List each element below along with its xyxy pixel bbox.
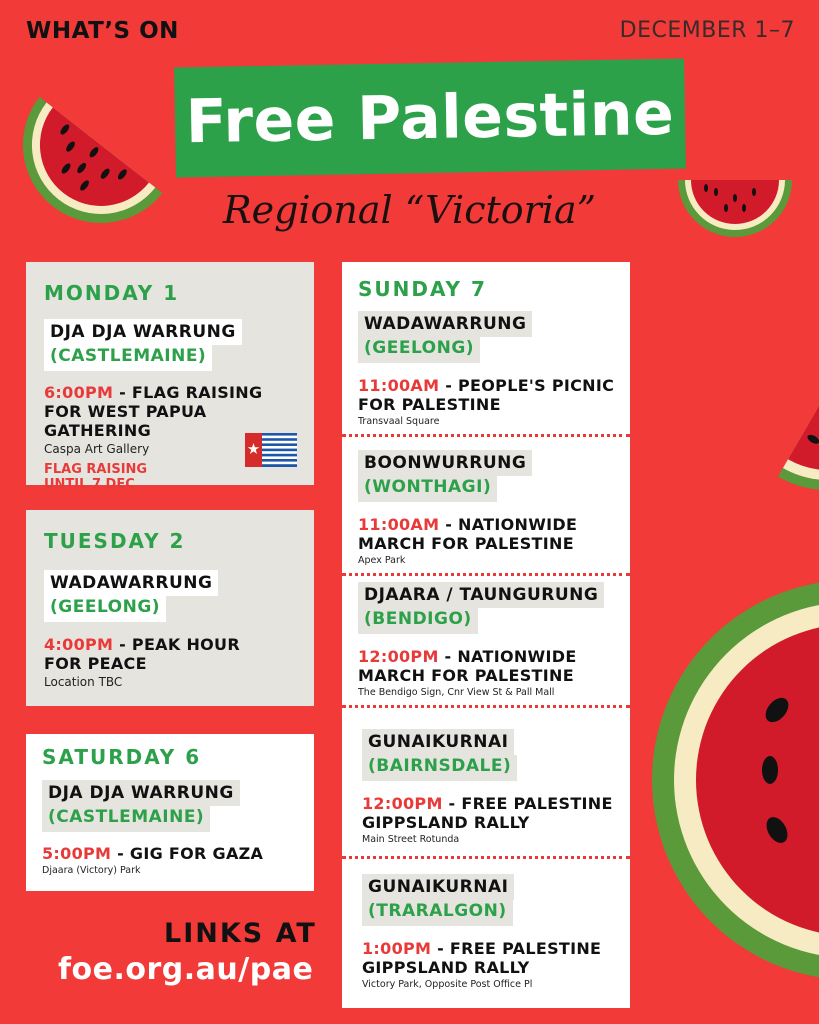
flag-note-line1: FLAG RAISING — [44, 462, 148, 477]
place-name: (GEELONG) — [44, 596, 166, 622]
list-item — [362, 729, 624, 845]
nation-name: WADAWARRUNG — [44, 570, 218, 596]
divider — [342, 573, 630, 576]
event-time: 1:00PM — [362, 939, 432, 958]
event-title — [44, 635, 244, 673]
event-name: - NATIONWIDE MARCH FOR PALESTINE — [358, 515, 578, 553]
event-name: - GIG FOR GAZA — [111, 844, 264, 863]
nation-name: WADAWARRUNG — [358, 311, 532, 337]
place-name: (GEELONG) — [358, 337, 480, 363]
event-time: 12:00PM — [358, 647, 439, 666]
event-title — [358, 515, 620, 553]
event-title — [358, 647, 620, 685]
list-item — [358, 450, 620, 566]
event-title — [362, 794, 624, 832]
day-heading: TUESDAY 2 — [44, 529, 186, 553]
whats-on-label: WHAT’S ON — [26, 18, 179, 44]
saturday-card — [26, 734, 314, 891]
divider — [342, 434, 630, 437]
event-venue: Main Street Rotunda — [362, 834, 460, 845]
place-name: (TRARALGON) — [362, 900, 513, 926]
watermelon-slice-icon — [668, 290, 819, 490]
list-item — [362, 874, 624, 990]
nation-name: GUNAIKURNAI — [362, 874, 514, 900]
event-venue: Location TBC — [44, 675, 123, 689]
subtitle: Regional “Victoria” — [222, 188, 597, 232]
divider — [342, 705, 630, 708]
event-venue: Caspa Art Gallery — [44, 442, 150, 456]
list-item — [358, 311, 620, 427]
event-time: 11:00AM — [358, 376, 440, 395]
sunday-card — [342, 262, 630, 1008]
morning-star-flag-icon — [245, 433, 297, 467]
place-name: (CASTLEMAINE) — [44, 345, 212, 371]
event-time: 4:00PM — [44, 635, 114, 654]
place-name: (BENDIGO) — [358, 608, 478, 634]
event-time: 5:00PM — [42, 844, 112, 863]
event-title — [44, 383, 300, 440]
event-venue: Djaara (Victory) Park — [42, 865, 141, 876]
date-range: DECEMBER 1–7 — [619, 18, 795, 43]
day-heading: SUNDAY 7 — [358, 277, 487, 301]
nation-name: DJA DJA WARRUNG — [44, 319, 242, 345]
event-time: 11:00AM — [358, 515, 440, 534]
place-name: (CASTLEMAINE) — [42, 806, 210, 832]
event-name: - PEOPLE'S PICNIC FOR PALESTINE — [358, 376, 615, 414]
links-at-label: LINKS AT — [164, 918, 317, 949]
event-venue: Victory Park, Opposite Post Office Pl — [362, 979, 533, 990]
event-venue: The Bendigo Sign, Cnr View St & Pall Mall — [358, 687, 555, 698]
watermelon-slice-icon — [652, 580, 819, 980]
event-title — [358, 376, 620, 414]
place-name: (WONTHAGI) — [358, 476, 497, 502]
nation-name: GUNAIKURNAI — [362, 729, 514, 755]
event-time: 6:00PM — [44, 383, 114, 402]
event-name: - FREE PALESTINE GIPPSLAND RALLY — [362, 794, 613, 832]
day-heading: MONDAY 1 — [44, 281, 180, 305]
event-name: - FLAG RAISING FOR WEST PAPUA GATHERING — [44, 383, 263, 440]
event-name: - PEAK HOUR FOR PEACE — [44, 635, 240, 673]
nation-name: DJA DJA WARRUNG — [42, 780, 240, 806]
event-name: - FREE PALESTINE GIPPSLAND RALLY — [362, 939, 602, 977]
event-title — [42, 844, 300, 863]
nation-name: BOONWURRUNG — [358, 450, 532, 476]
list-item — [358, 582, 620, 698]
divider — [342, 856, 630, 859]
title-banner — [174, 59, 686, 178]
page-title: Free Palestine — [185, 78, 675, 158]
tuesday-card — [26, 510, 314, 706]
place-name: (BAIRNSDALE) — [362, 755, 517, 781]
nation-name: DJAARA / TAUNGURUNG — [358, 582, 604, 608]
event-title — [362, 939, 624, 977]
day-heading: SATURDAY 6 — [42, 745, 202, 769]
event-venue: Transvaal Square — [358, 416, 440, 427]
website-link[interactable]: foe.org.au/pae — [58, 952, 314, 987]
event-name: - NATIONWIDE MARCH FOR PALESTINE — [358, 647, 577, 685]
event-time: 12:00PM — [362, 794, 443, 813]
flag-note-line2: UNTIL 7 DEC — [44, 477, 135, 492]
event-venue: Apex Park — [358, 555, 406, 566]
